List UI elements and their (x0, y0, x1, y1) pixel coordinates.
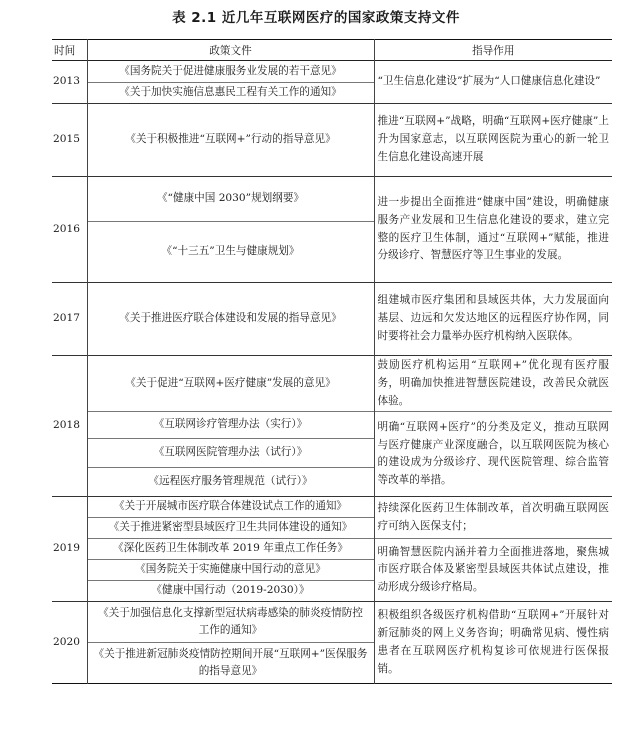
table-row (52, 412, 612, 439)
policy-cell: 《关于推进医疗联合体建设和发展的指导意见》 (87, 283, 374, 356)
policy-cell: 《远程医疗服务管理规范（试行）》 (87, 468, 374, 497)
policy-cell: 《互联网诊疗管理办法（实行）》 (87, 412, 374, 439)
policy-cell: 《健康中国行动（2019-2030）》 (87, 581, 374, 602)
table-row (52, 104, 612, 177)
policy-cell: 《关于加快实施信息惠民工程有关工作的通知》 (87, 83, 374, 104)
guide-cell: 明确“互联网+医疗”的分类及定义，推动互联网与医疗健康产业深度融合，以互联网医院为核心的建设成为分级诊疗、现代医院管理、综合监管等改革的举措。 (374, 412, 612, 497)
table-row (52, 283, 612, 356)
guide-cell: 明确智慧医院内涵并着力全面推进落地，聚焦城市医疗联合体及紧密型县域医共体试点建设，推动形成分级诊疗格局。 (374, 539, 612, 602)
policy-cell: 《关于积极推进“互联网+”行动的指导意见》 (87, 104, 374, 177)
header-policy: 政策文件 (87, 40, 374, 61)
table-row (52, 61, 612, 83)
table-header-row (52, 40, 612, 61)
table-title: 表 2.1 近几年互联网医疗的国家政策支持文件 (172, 10, 460, 26)
guide-cell: 鼓励医疗机构运用“互联网+”优化现有医疗服务，明确加快推进智慧医院建设，改善民众就医体验。 (374, 356, 612, 412)
guide-cell: 组建城市医疗集团和县域医共体，大力发展面向基层、边远和欠发达地区的远程医疗协作网，同时要将社会力量举办医疗机构纳入医联体。 (374, 283, 612, 356)
table-row (52, 356, 612, 412)
year-cell: 2017 (53, 312, 80, 325)
policy-table (52, 39, 612, 684)
guide-cell: “卫生信息化建设”扩展为“人口健康信息化建设” (374, 61, 612, 104)
guide-cell: 进一步提出全面推进“健康中国”建设，明确健康服务产业发展和卫生信息化建设的要求，建立完整的医疗卫生体制，通过“互联网+”赋能，推进分级诊疗、智慧医疗等卫生事业的发展。 (374, 177, 612, 283)
year-cell: 2016 (53, 222, 80, 235)
table-row (52, 177, 612, 222)
policy-cell: 《关于开展城市医疗联合体建设试点工作的通知》 (87, 497, 374, 518)
policy-cell: 《“健康中国 2030”规划纲要》 (87, 177, 374, 222)
table-row (52, 497, 612, 518)
policy-cell: 《互联网医院管理办法（试行）》 (87, 439, 374, 468)
policy-cell: 《“十三五”卫生与健康规划》 (87, 222, 374, 283)
policy-cell: 《关于促进“互联网+医疗健康”发展的意见》 (87, 356, 374, 412)
policy-cell: 《深化医药卫生体制改革 2019 年重点工作任务》 (87, 539, 374, 560)
year-cell: 2018 (53, 419, 80, 432)
year-cell: 2015 (53, 133, 80, 146)
table-row (52, 539, 612, 560)
guide-cell: 持续深化医药卫生体制改革，首次明确互联网医疗可纳入医保支付； (374, 497, 612, 539)
policy-cell: 《国务院关于促进健康服务业发展的若干意见》 (87, 61, 374, 83)
header-guide: 指导作用 (374, 40, 612, 61)
policy-cell: 《关于推进新冠肺炎疫情防控期间开展“互联网+”医保服务的指导意见》 (87, 643, 374, 684)
guide-cell: 积极组织各级医疗机构借助“互联网+”开展针对新冠肺炎的网上义务咨询；明确常见病、慢性病患者在互联网医疗机构复诊可依规进行医保报销。 (374, 602, 612, 684)
policy-cell: 《关于推进紧密型县域医疗卫生共同体建设的通知》 (87, 518, 374, 539)
guide-cell: 推进“互联网+”战略，明确“互联网+医疗健康”上升为国家意志，以互联网医院为重心的新一轮卫生信息化建设高速开展 (374, 104, 612, 177)
policy-cell: 《关于加强信息化支撑新型冠状病毒感染的肺炎疫情防控工作的通知》 (87, 602, 374, 643)
year-cell: 2020 (53, 635, 80, 648)
table-row (52, 602, 612, 643)
header-year: 时间 (54, 44, 76, 57)
year-cell: 2019 (53, 542, 80, 555)
policy-cell: 《国务院关于实施健康中国行动的意见》 (87, 560, 374, 581)
year-cell: 2013 (53, 75, 80, 88)
